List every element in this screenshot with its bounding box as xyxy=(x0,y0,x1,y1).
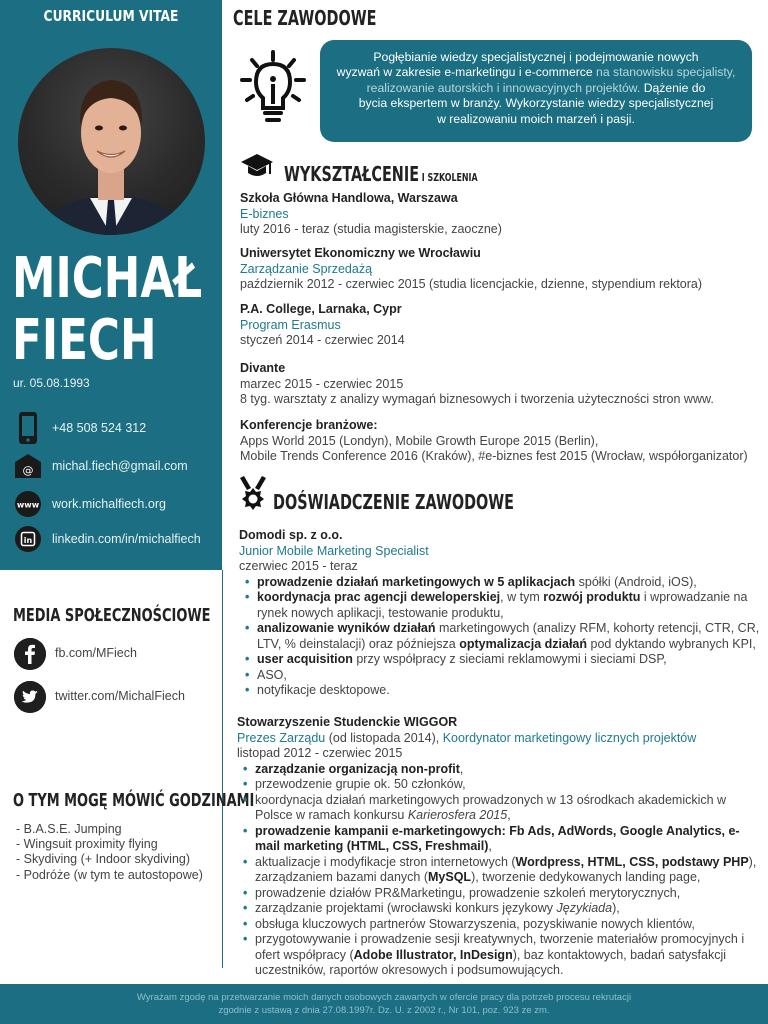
education-entry xyxy=(240,191,760,238)
field-of-study: Program Erasmus xyxy=(240,317,341,332)
profile-photo xyxy=(18,48,205,235)
field-of-study: Zarządzanie Sprzedażą xyxy=(240,261,373,276)
education-entry xyxy=(240,361,760,408)
website-link[interactable]: work.michalfiech.org xyxy=(52,497,166,511)
hobbies-heading: O TYM MOGĘ MÓWIĆ GODZINAMI xyxy=(13,790,255,811)
school-name: P.A. College, Larnaka, Cypr xyxy=(240,302,402,316)
education-entry xyxy=(240,246,760,293)
school-name: Szkoła Główna Handlowa, Warszawa xyxy=(240,191,458,205)
column-divider xyxy=(222,570,223,968)
graduation-cap-icon xyxy=(240,152,274,180)
svg-text:in: in xyxy=(23,536,33,545)
list-item: • prowadzenie kampanii e-marketingowych: Fb Ads, AdWords, Google Analytics, e-mail marketing (HTML, CSS, Freshmail), xyxy=(237,824,762,855)
hobbies-list xyxy=(16,822,203,883)
education-entry xyxy=(240,418,765,465)
date-of-birth: ur. 05.08.1993 xyxy=(13,376,90,390)
list-item: • prowadzenie działów PR&Marketingu, prowadzenie szkoleń merytorycznych, xyxy=(237,886,762,902)
conferences-title: Konferencje branżowe: xyxy=(240,418,378,432)
job-role: Prezes Zarządu (od listopada 2014), Koordynator marketingowy licznych projektów xyxy=(237,730,697,745)
contact-linkedin xyxy=(0,525,222,557)
twitter-link[interactable]: twitter.com/MichalFiech xyxy=(55,689,185,703)
contact-email xyxy=(0,452,222,484)
goal-line: realizowanie autorskich i innowacyjnych projektów. Dążenie do xyxy=(366,80,706,95)
list-item: • zarządzanie organizacją non-profit, xyxy=(237,762,762,778)
www-icon xyxy=(14,490,42,518)
experience-heading: DOŚWIADCZENIE ZAWODOWE xyxy=(273,490,514,514)
linkedin-icon xyxy=(14,525,42,553)
list-item: • obsługa kluczowych partnerów Stowarzyszenia, pozyskiwanie nowych klientów, xyxy=(237,917,762,933)
facebook-link[interactable]: fb.com/MFiech xyxy=(55,646,137,660)
school-name: Divante xyxy=(240,361,286,375)
goal-line: w realizowaniu moich marzeń i pasji. xyxy=(437,111,635,126)
list-item: • przygotowywanie i prowadzenie sesji kreatywnych, tworzenie materiałów promocyjnych i ofert współpracy (Adobe Illustrator, InDesign), baz kontaktowych, badań satysfakcji uczestników, raportów okresowych i podsumowujących. xyxy=(237,932,762,979)
school-name: Uniwersytet Ekonomiczny we Wrocławiu xyxy=(240,246,481,260)
twitter-icon xyxy=(14,681,46,713)
job-role: Junior Mobile Marketing Specialist xyxy=(239,543,429,558)
job-dates: czerwiec 2015 - teraz xyxy=(239,559,358,573)
email-address[interactable]: michal.fiech@gmail.com xyxy=(52,459,188,473)
cv-label: CURRICULUM VITAE xyxy=(43,7,179,25)
social-twitter xyxy=(14,681,222,713)
list-item: • prowadzenie działań marketingowych w 5 aplikacjach spółki (Android, iOS), xyxy=(239,575,764,591)
list-item: • koordynacja prac agencji deweloperskiej, w tym rozwój produktu i wprowadzanie na rynek nowych aplikacji, testowanie produktu, xyxy=(239,590,764,621)
consent-line: Wyrażam zgodę na przetwarzanie moich danych osobowych zawartych w ofercie pracy dla potrzeb procesu rekrutacji xyxy=(136,992,632,1003)
job-duties xyxy=(239,575,764,699)
full-name xyxy=(12,248,202,372)
hobby-item: - B.A.S.E. Jumping xyxy=(16,822,122,836)
hobby-item: - Podróże (w tym te autostopowe) xyxy=(16,867,203,882)
career-goals-box xyxy=(320,40,752,142)
job-entry xyxy=(239,528,764,699)
education-heading: WYKSZTAŁCENIE I SZKOLENIA xyxy=(284,162,478,186)
study-description: 8 tyg. warsztaty z analizy wymagań biznesowych i tworzenia użyteczności stron www. xyxy=(240,392,714,406)
job-duties xyxy=(237,762,762,979)
goal-line: Pogłębianie wiedzy specjalistycznej i podejmowanie nowych xyxy=(373,50,699,64)
job-entry xyxy=(237,715,762,979)
email-icon xyxy=(14,452,42,480)
social-facebook xyxy=(14,638,222,670)
linkedin-link[interactable]: linkedin.com/in/michalfiech xyxy=(52,532,201,546)
svg-text:www: www xyxy=(16,500,40,510)
list-item: • koordynacja działań marketingowych prowadzonych w 13 ośrodkach akademickich w Polsce w ramach konkursu Karierosfera 2015, xyxy=(237,793,762,824)
contact-phone xyxy=(0,414,222,446)
hobby-item: - Skydiving (+ Indoor skydiving) xyxy=(16,852,191,867)
consent-line: zgodnie z ustawą z dnia 27.08.1997r. Dz. U. z 2002 r., Nr 101, poz. 923 ze zm. xyxy=(218,1004,550,1016)
goal-line: wyzwań w zakresie e-marketingu i e-commerce na stanowisku specjalisty, xyxy=(336,65,736,80)
medal-icon xyxy=(238,476,268,514)
list-item: • analizowanie wyników działań marketingowych (analizy RFM, kohorty retencji, CTR, CR, LTV, % deinstalacji) oraz późniejsza optymalizacja działań pod dyktando wybranych KPI, xyxy=(239,621,764,652)
svg-text:@: @ xyxy=(22,464,34,477)
study-dates: marzec 2015 - czerwiec 2015 xyxy=(240,376,404,391)
list-item: • notyfikacje desktopowe. xyxy=(239,683,764,699)
study-dates: styczeń 2014 - czerwiec 2014 xyxy=(240,333,405,347)
company-name: Stowarzyszenie Studenckie WIGGOR xyxy=(237,715,458,729)
list-item: • przewodzenie grupie ok. 50 członków, xyxy=(237,777,762,793)
field-of-study: E-biznes xyxy=(240,206,289,221)
study-dates: luty 2016 - teraz (studia magisterskie, zaoczne) xyxy=(240,222,502,236)
study-dates: październik 2012 - czerwiec 2015 (studia licencjackie, dzienne, stypendium rektora) xyxy=(240,277,703,291)
goals-heading: CELE ZAWODOWE xyxy=(233,6,377,30)
company-name: Domodi sp. z o.o. xyxy=(239,528,343,542)
list-item: • ASO, xyxy=(239,668,764,684)
first-name: MICHAŁ xyxy=(12,246,203,311)
hobby-item: - Wingsuit proximity flying xyxy=(16,837,158,852)
social-heading: MEDIA SPOŁECZNOŚCIOWE xyxy=(13,605,211,626)
job-dates: listopad 2012 - czerwiec 2015 xyxy=(237,746,403,760)
list-item: • user acquisition przy współpracy z sieciami reklamowymi i sieciami DSP, xyxy=(239,652,764,668)
goal-line: bycia ekspertem w branży. Wykorzystanie wiedzy specjalistycznej xyxy=(358,96,714,111)
conferences-line: Apps World 2015 (Londyn), Mobile Growth Europe 2015 (Berlin), xyxy=(240,433,599,448)
lightbulb-icon xyxy=(238,48,308,128)
conferences-line: Mobile Trends Conference 2016 (Kraków), #e-biznes fest 2015 (Wrocław, współorganizator) xyxy=(240,449,748,463)
last-name: FIECH xyxy=(12,308,157,373)
list-item: • aktualizacje i modyfikacje stron internetowych (Wordpress, HTML, CSS, podstawy PHP), zarządzaniem bazami danych (MySQL), tworzenie dedykowanych landing page, xyxy=(237,855,762,886)
contact-website xyxy=(0,490,222,522)
facebook-icon xyxy=(14,638,46,670)
phone-number[interactable]: +48 508 524 312 xyxy=(52,421,147,435)
phone-icon xyxy=(14,414,42,442)
education-entry xyxy=(240,302,760,349)
list-item: • zarządzanie projektami (wrocławski konkurs językowy Językiada), xyxy=(237,901,762,917)
consent-footer xyxy=(0,984,768,1024)
